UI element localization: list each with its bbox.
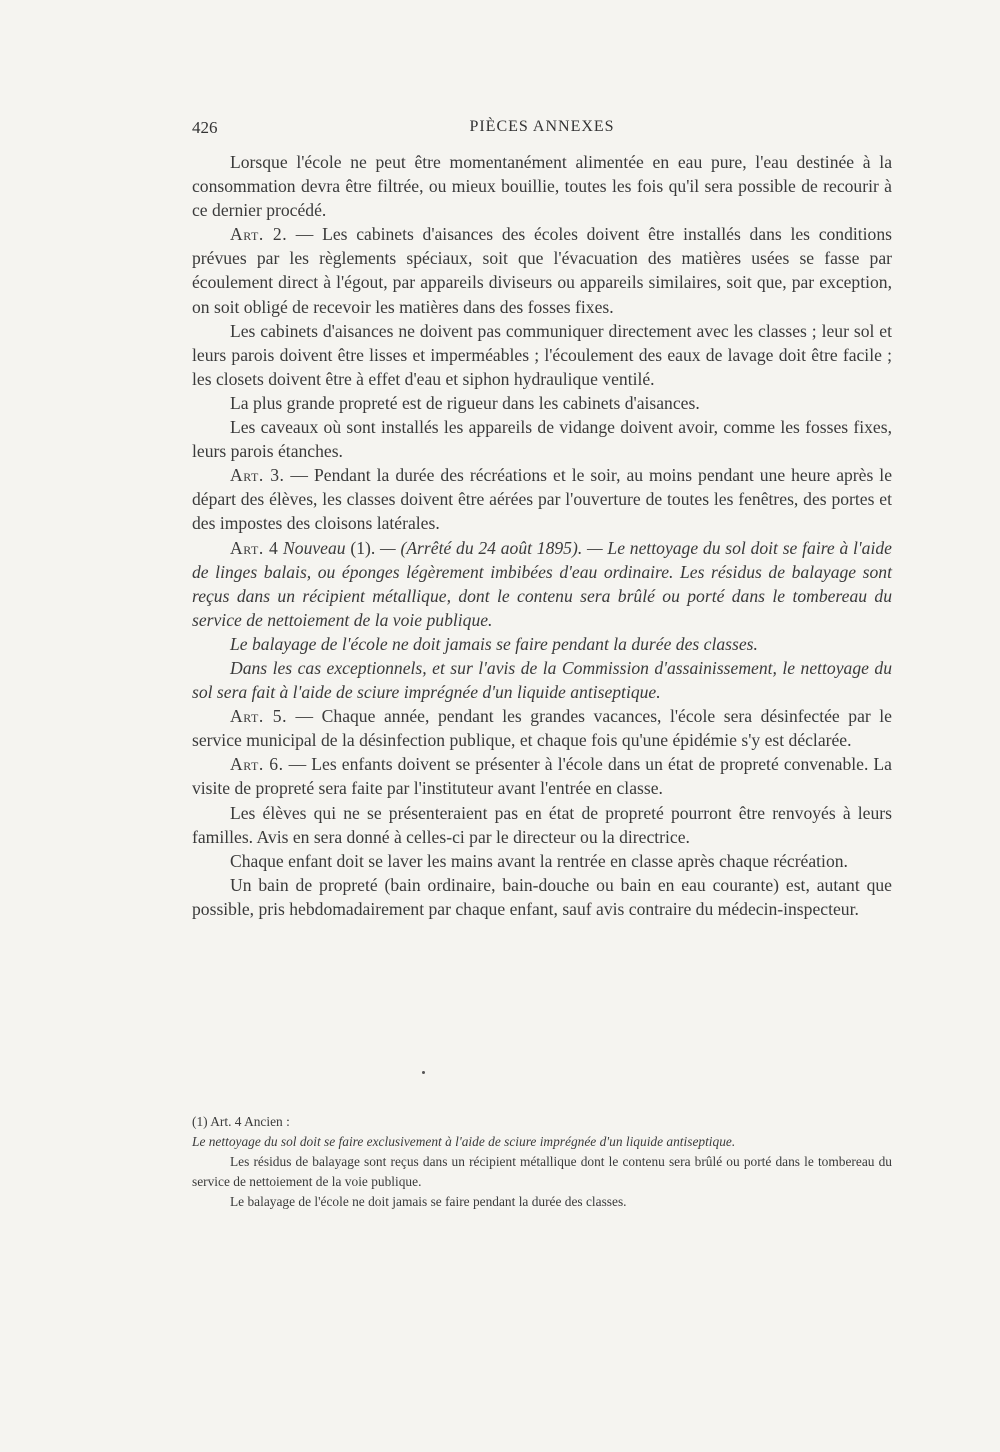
article-text: — Pendant la durée des récréations et le soir, au moins pendant une heure après le départ des élèves, les classes doivent être aérées par l'ouverture de toutes les fenêtres, des portes et des impostes des cloisons latérales. bbox=[192, 465, 892, 534]
paragraph-art5 bbox=[192, 704, 892, 752]
page-header bbox=[192, 118, 892, 146]
article-label: Art. 4 bbox=[230, 537, 279, 558]
paragraph-art3 bbox=[192, 463, 892, 535]
paragraph-mains: Chaque enfant doit se laver les mains avant la rentrée en classe après chaque récréation. bbox=[230, 850, 848, 871]
paragraph-balayage: Le balayage de l'école ne doit jamais se faire pendant la durée des classes. bbox=[230, 633, 758, 654]
body-text bbox=[192, 150, 892, 921]
paragraph-eleves: Les élèves qui ne se présenteraient pas en état de propreté pourront être renvoyés à leurs familles. Avis en sera donné à celles-ci par le directeur ou la directrice. bbox=[192, 802, 892, 847]
article-label: Art. 6. bbox=[230, 754, 284, 775]
footnote-line-1: Le nettoyage du sol doit se faire exclusivement à l'aide de sciure imprégnée d'un liquide antiseptique. bbox=[192, 1134, 736, 1149]
stray-mark bbox=[422, 1071, 425, 1074]
paragraph-cabinets: Les cabinets d'aisances ne doivent pas communiquer directement avec les classes ; leur sol et leurs parois doivent être lisses et imperméables ; l'écoulement des eaux de lavage doit être facile ; les closets doivent être à effet d'eau et siphon hydraulique ventilé. bbox=[192, 320, 892, 389]
article-label: Art. 3. bbox=[230, 465, 285, 486]
article-text: — Les cabinets d'aisances des écoles doivent être installés dans les conditions prévues par les règlements spéciaux, soit que l'évacuation des matières usées se fasse par écoulement direct à l'égout, par appareils diviseurs ou appareils similaires, soit que, par exception, on soit obligé de recevoir les matières dans des fosses fixes. bbox=[192, 224, 892, 317]
paragraph-water: Lorsque l'école ne peut être momentanément alimentée en eau pure, l'eau destinée à la consommation devra être filtrée, ou mieux bouillie, toutes les fois qu'il sera possible de recourir à ce dernier procédé. bbox=[192, 152, 892, 221]
paragraph-exceptionnels: Dans les cas exceptionnels, et sur l'avis de la Commission d'assainissement, le nettoyage du sol sera fait à l'aide de sciure imprégnée d'un liquide antiseptique. bbox=[192, 657, 892, 703]
page-number: 426 bbox=[192, 118, 218, 137]
paragraph-bain: Un bain de propreté (bain ordinaire, bain-douche ou bain en eau courante) est, autant que possible, pris hebdomadairement par chaque enfant, sauf avis contraire du médecin-inspecteur. bbox=[192, 874, 892, 919]
footnote-heading: (1) Art. 4 Ancien : bbox=[192, 1114, 290, 1129]
article-label: Art. 2. bbox=[230, 224, 288, 245]
paragraph-art4 bbox=[192, 536, 892, 632]
article-qualifier: Nouveau bbox=[278, 537, 351, 558]
article-label: Art. 5. bbox=[230, 706, 287, 727]
paragraph-art6 bbox=[192, 752, 892, 800]
footnote-ref: (1). bbox=[350, 537, 376, 558]
article-text: — Chaque année, pendant les grandes vacances, l'école sera désinfectée par le service municipal de la désinfection publique, et chaque fois qu'une épidémie s'y est déclarée. bbox=[192, 706, 892, 751]
article-text: — Les enfants doivent se présenter à l'école dans un état de propreté convenable. La visite de propreté sera faite par l'instituteur avant l'entrée en classe. bbox=[192, 754, 892, 799]
running-title: PIÈCES ANNEXES bbox=[469, 118, 615, 135]
footnotes bbox=[192, 1112, 892, 1212]
paragraph-art2 bbox=[192, 222, 892, 318]
footnote-line-2: Les résidus de balayage sont reçus dans un récipient métallique dont le contenu sera brûlé ou porté dans le tombereau du service de nettoiement de la voie publique. bbox=[192, 1154, 892, 1189]
paragraph-caveaux: Les caveaux où sont installés les appareils de vidange doivent avoir, comme les fosses fixes, leurs parois étanches. bbox=[192, 417, 892, 462]
article-text: — (Arrêté du 24 août 1895). — Le nettoyage du sol doit se faire à l'aide de linges balais, ou éponges légèrement imbibées d'eau ordinaire. Les résidus de balayage sont reçus dans un récipient métallique, dont le contenu sera brûlé ou porté dans le tombereau du service de nettoiement de la voie publique. bbox=[192, 537, 892, 630]
paragraph-proprete: La plus grande propreté est de rigueur dans les cabinets d'aisances. bbox=[230, 392, 700, 413]
footnote-line-3: Le balayage de l'école ne doit jamais se faire pendant la durée des classes. bbox=[230, 1194, 627, 1209]
